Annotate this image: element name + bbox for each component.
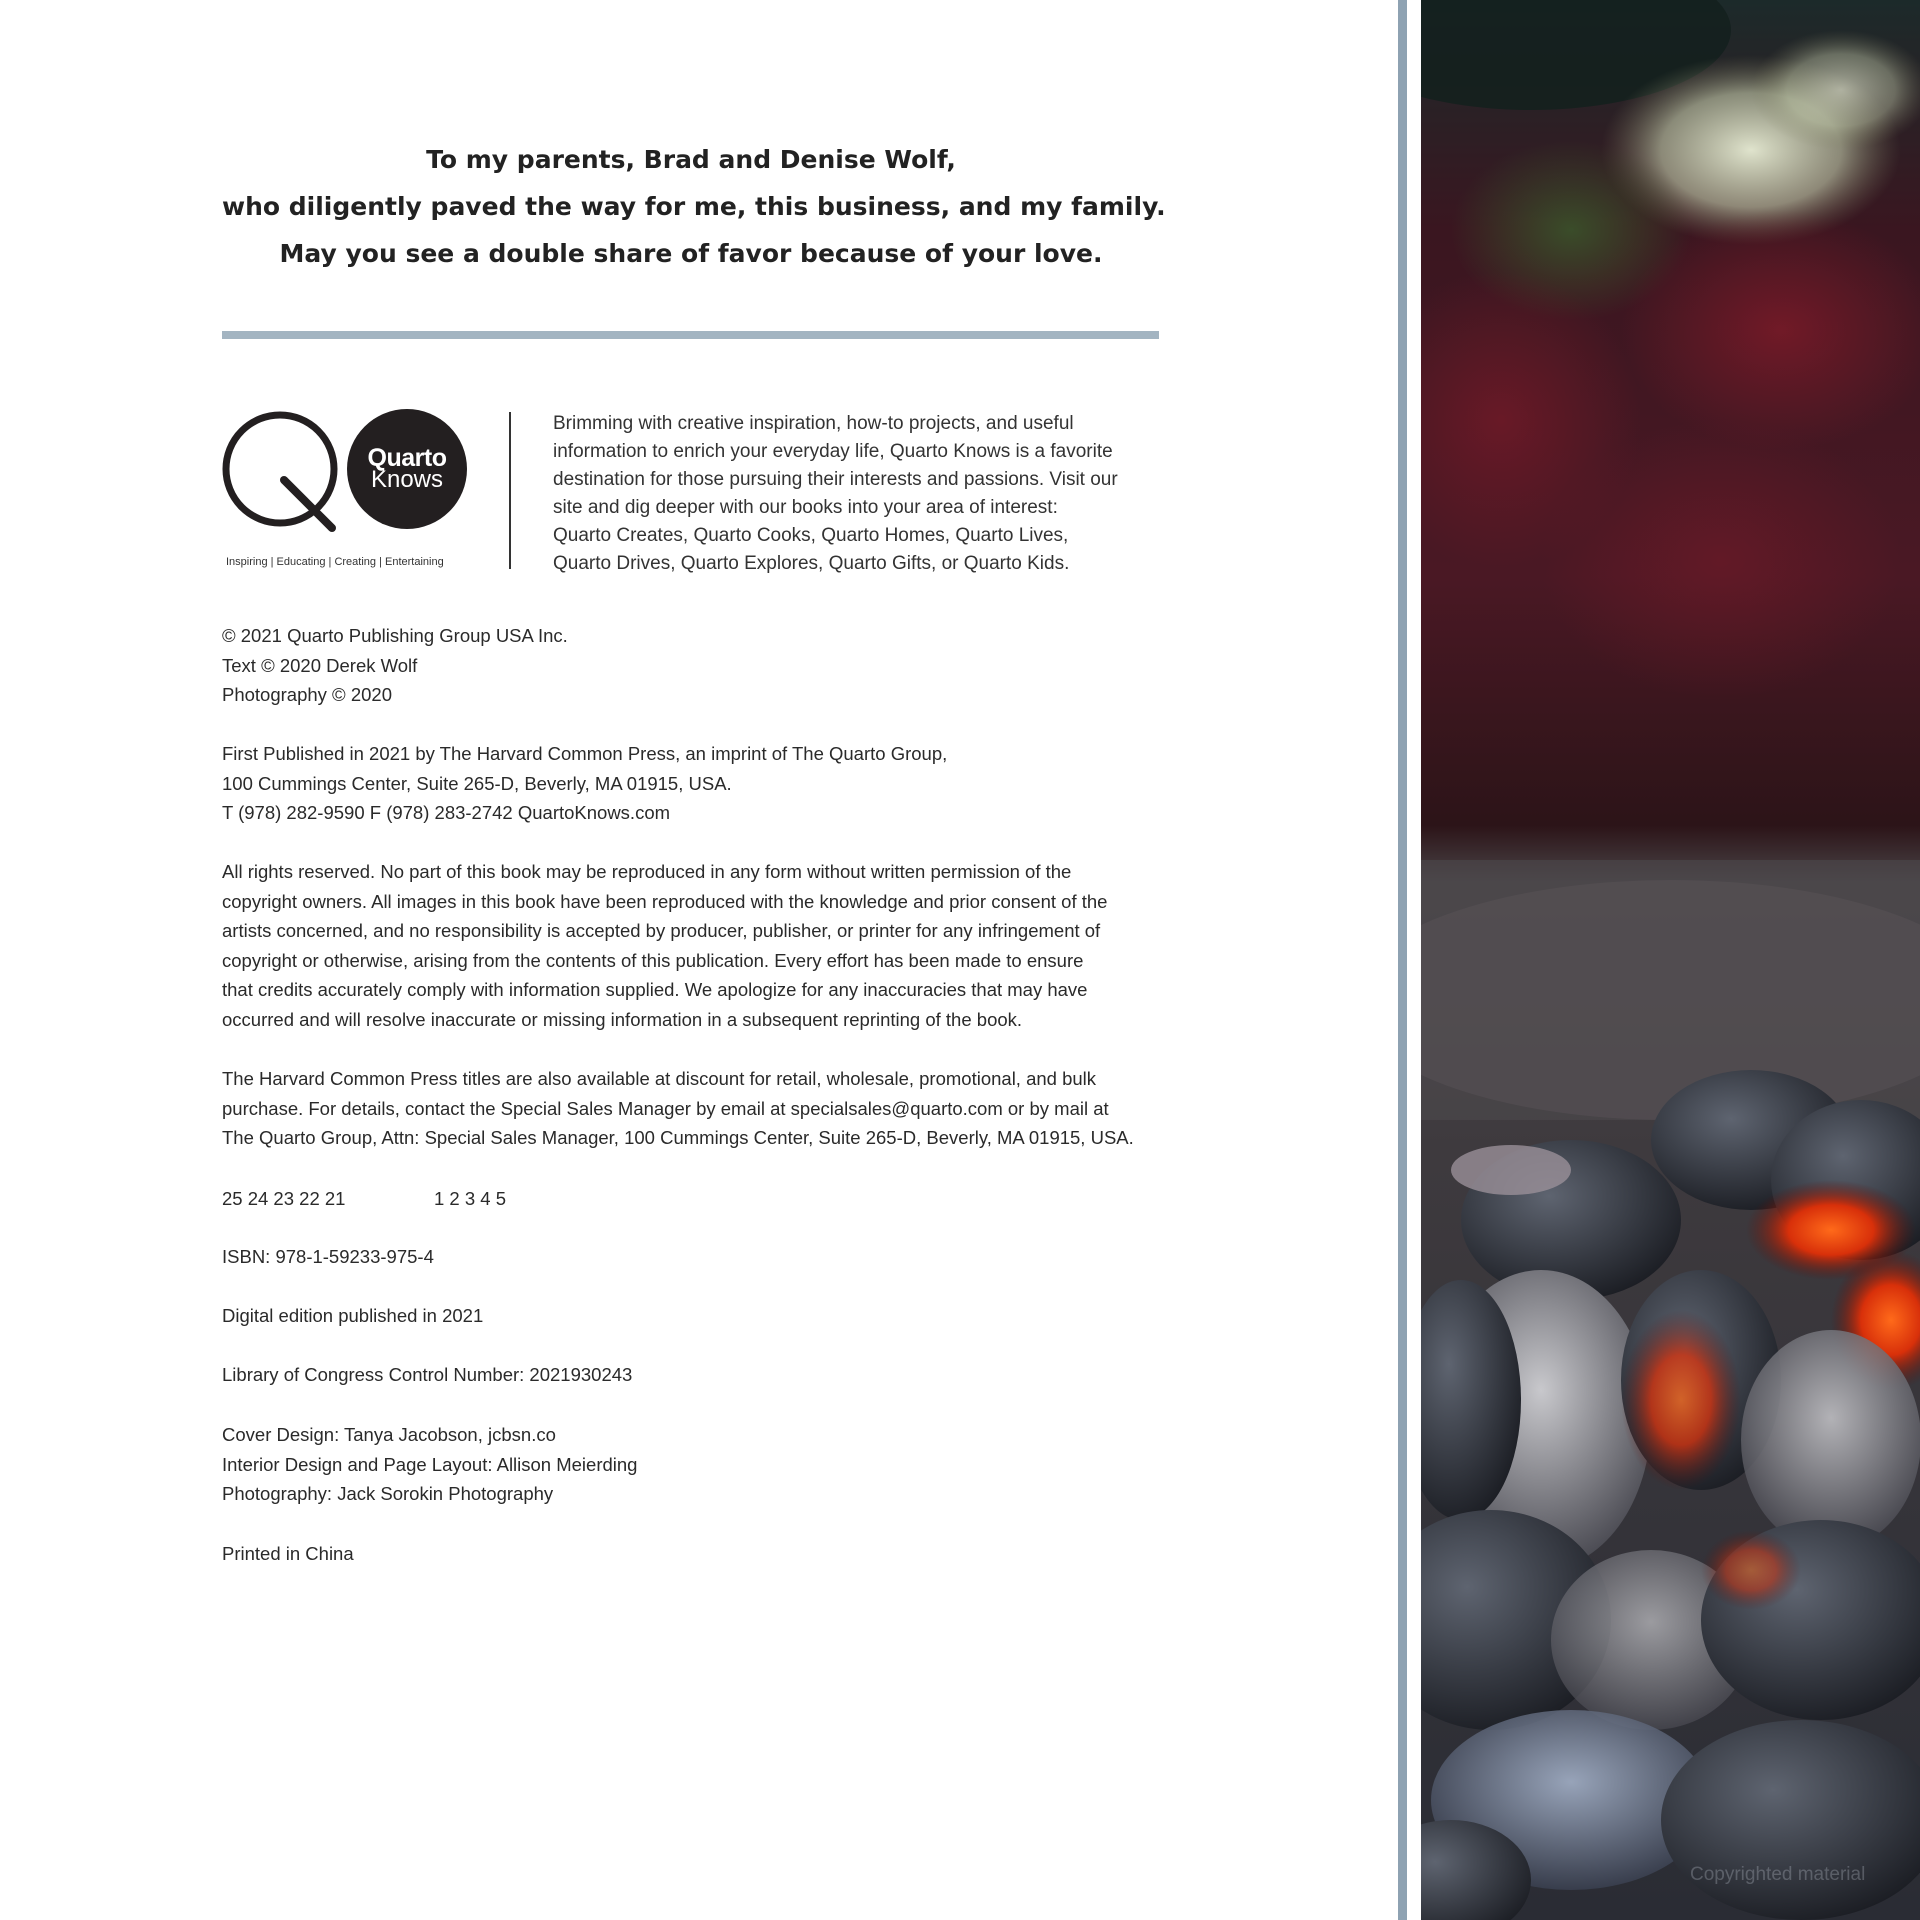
- design-credits: [222, 1420, 1182, 1509]
- badge-line-1: Quarto: [367, 444, 447, 472]
- rights-line: artists concerned, and no responsibility is accepted by producer, publisher, or printer for any infringement of: [222, 920, 1101, 942]
- badge-line-2: Knows: [370, 466, 444, 493]
- copyright-line: Photography © 2020: [222, 684, 392, 706]
- printed-in: [222, 1539, 1182, 1569]
- logo-separator: [509, 412, 511, 569]
- print-years: 25 24 23 22 21: [222, 1188, 346, 1209]
- special-sales: [222, 1064, 1182, 1153]
- isbn: [222, 1242, 1182, 1272]
- sales-line: The Harvard Common Press titles are also available at discount for retail, wholesale, promotional, and bulk: [222, 1068, 1097, 1089]
- credit-line: Cover Design: Tanya Jacobson, jcbsn.co: [222, 1424, 556, 1445]
- isbn-line: ISBN: 978-1-59233-975-4: [222, 1246, 434, 1267]
- charcoal-embers-photo: [1421, 0, 1920, 1920]
- copyright-line: Text © 2020 Derek Wolf: [222, 654, 418, 676]
- digital-edition: [222, 1301, 1182, 1331]
- rights-statement: [222, 857, 1182, 1035]
- publisher-line: T (978) 282-9590 F (978) 283-2742 QuartoKnows.com: [222, 802, 671, 824]
- about-line: site and dig deeper with our books into your area of interest:: [553, 497, 1058, 518]
- about-line: Quarto Creates, Quarto Cooks, Quarto Homes, Quarto Lives,: [553, 525, 1069, 546]
- about-line: Quarto Drives, Quarto Explores, Quarto Gifts, or Quarto Kids.: [553, 553, 1070, 574]
- publisher-line: First Published in 2021 by The Harvard Common Press, an imprint of The Quarto Group,: [222, 743, 948, 764]
- about-line: information to enrich your everyday life, Quarto Knows is a favorite: [553, 441, 1113, 462]
- about-line: Brimming with creative inspiration, how-to projects, and useful: [553, 413, 1074, 434]
- credit-line: Photography: Jack Sorokin Photography: [222, 1483, 554, 1505]
- divider-rule: [222, 331, 1159, 339]
- rights-line: occurred and will resolve inaccurate or missing information in a subsequent reprinting of the book.: [222, 1008, 1023, 1030]
- copyright-notice: [222, 621, 1182, 710]
- publisher-info: [222, 739, 1182, 828]
- dedication-line: To my parents, Brad and Denise Wolf,: [426, 145, 956, 174]
- digital-edition-line: Digital edition published in 2021: [222, 1305, 484, 1326]
- dedication-line: May you see a double share of favor because of your love.: [279, 239, 1103, 268]
- sales-line: The Quarto Group, Attn: Special Sales Manager, 100 Cummings Center, Suite 265-D, Beverly, MA 01915, USA.: [222, 1127, 1134, 1149]
- print-impressions: 1 2 3 4 5: [434, 1188, 507, 1209]
- quarto-knows-badge: [347, 409, 467, 529]
- about-quarto-knows: [553, 410, 1173, 578]
- watermark-text: Copyrighted material: [1690, 1864, 1866, 1885]
- loc-line: Library of Congress Control Number: 2021930243: [222, 1364, 633, 1385]
- spine-stripe: [1398, 0, 1407, 1920]
- rights-line: copyright or otherwise, arising from the contents of this publication. Every effort has been made to ensure: [222, 949, 1084, 971]
- sales-line: purchase. For details, contact the Special Sales Manager by email at specialsales@quarto.com or by mail at: [222, 1097, 1109, 1119]
- rights-line: that credits accurately comply with information supplied. We apologize for any inaccuracies that may have: [222, 979, 1088, 1001]
- charcoal-photo-illustration: [1421, 0, 1920, 1920]
- dedication: [222, 136, 1166, 277]
- credit-line: Interior Design and Page Layout: Allison Meierding: [222, 1453, 638, 1475]
- publisher-line: 100 Cummings Center, Suite 265-D, Beverly, MA 01915, USA.: [222, 772, 732, 794]
- dedication-line: who diligently paved the way for me, this business, and my family.: [222, 192, 1166, 221]
- rights-line: copyright owners. All images in this book have been reproduced with the knowledge and prior consent of the: [222, 890, 1108, 912]
- about-line: destination for those pursuing their interests and passions. Visit our: [553, 469, 1118, 490]
- loc-number: [222, 1360, 1182, 1390]
- rights-line: All rights reserved. No part of this book may be reproduced in any form without written permission of the: [222, 861, 1072, 882]
- quarto-knows-logo: [222, 408, 474, 574]
- q-logo-icon: [222, 408, 340, 532]
- printed-in-line: Printed in China: [222, 1543, 354, 1564]
- logo-tagline: Inspiring | Educating | Creating | Entertaining: [226, 556, 444, 568]
- copyright-line: © 2021 Quarto Publishing Group USA Inc.: [222, 625, 568, 646]
